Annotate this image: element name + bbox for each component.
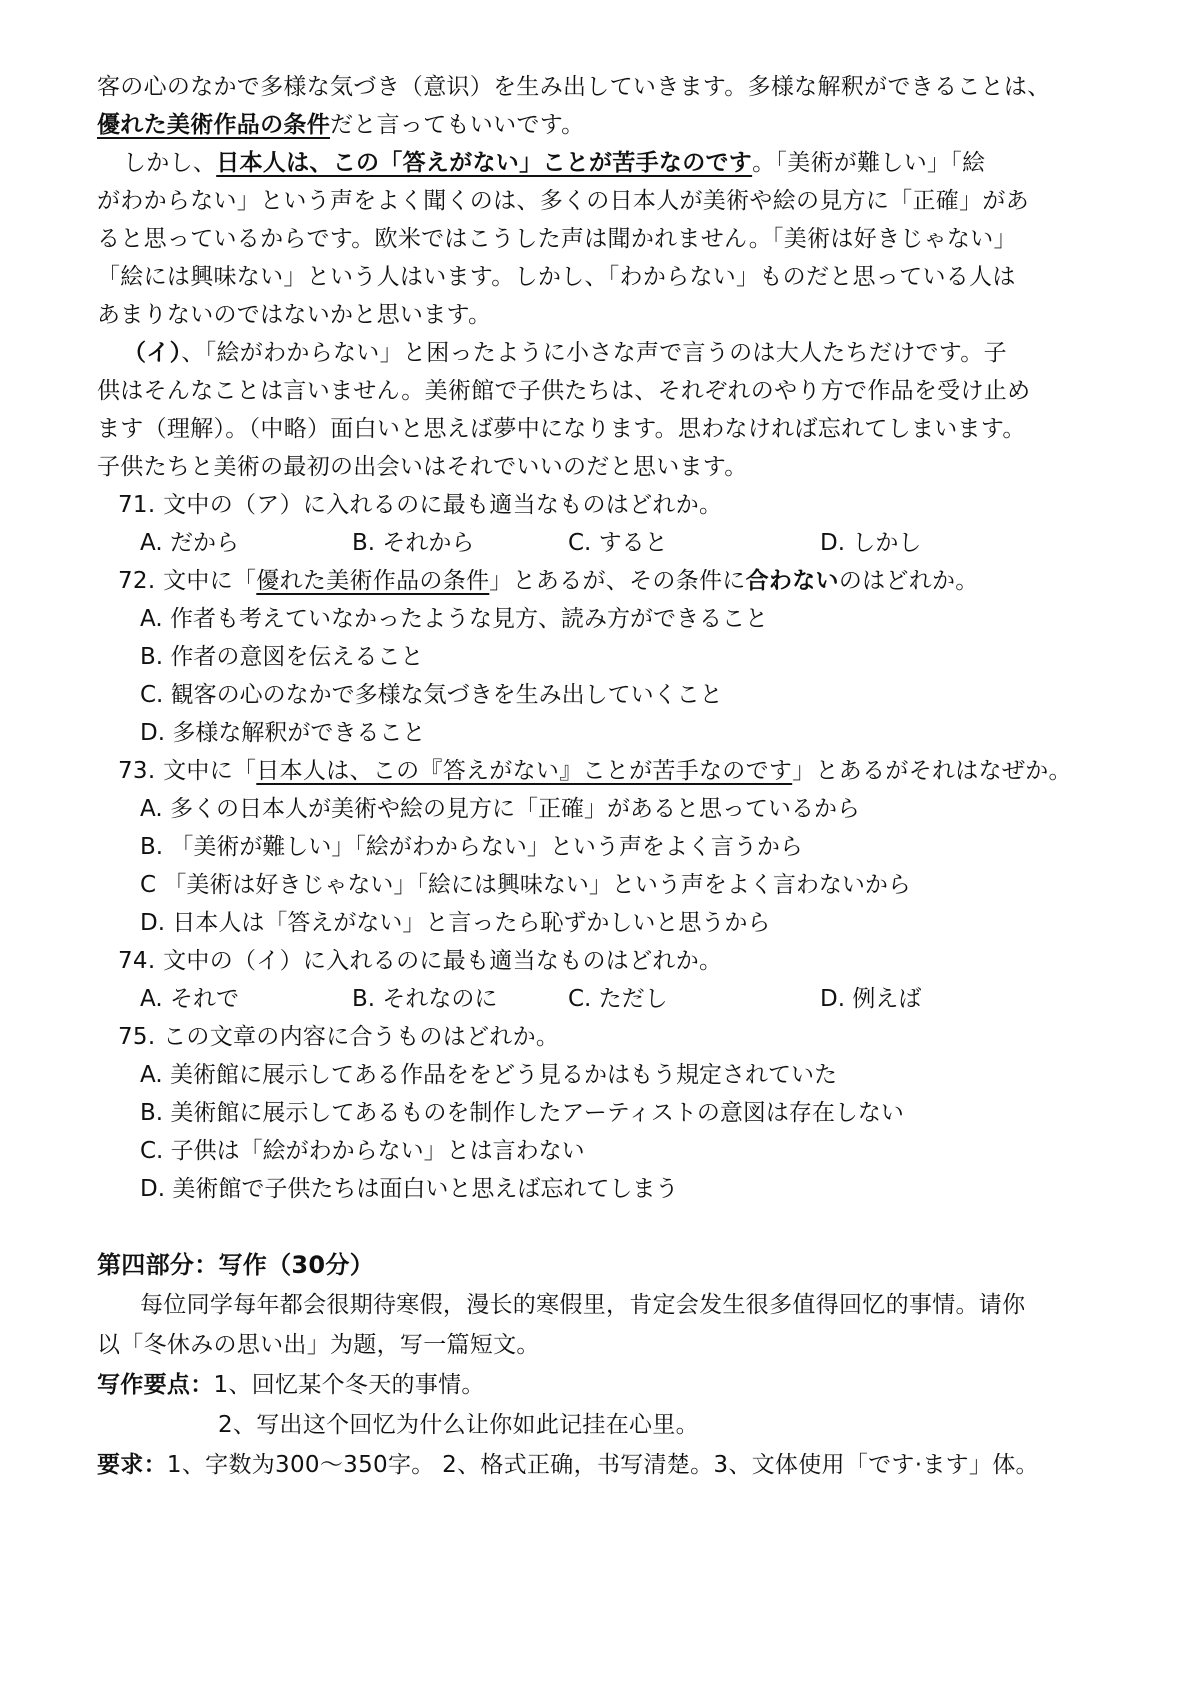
underlined-quote: 優れた美術作品の条件 (256, 568, 490, 594)
passage-line-8 (123, 338, 1007, 368)
passage-line-7: あまりないのではないかと思います。 (97, 302, 492, 328)
stem-text: 73. 文中に「 (118, 758, 257, 784)
q74-option-c[interactable]: C. ただし (568, 986, 668, 1012)
requirements-text: 1、字数为300～350字。 2、格式正确，书写清楚。3、文体使用「です·ます」体。 (166, 1452, 1039, 1478)
q73-option-b[interactable]: B. 「美術が難しい」「絵がわからない」という声をよく言うから (140, 834, 803, 860)
question-75-stem: 75. この文章の内容に合うものはどれか。 (118, 1024, 560, 1050)
blank-marker-i: （イ） (123, 340, 182, 366)
requirements-label: 要求： (97, 1452, 167, 1478)
q74-option-b[interactable]: B. それなのに (352, 986, 498, 1012)
stem-text: 」とあるがそれはなぜか。 (792, 758, 1072, 784)
passage-text: だと言ってもいいです。 (330, 112, 585, 138)
q71-option-b[interactable]: B. それから (352, 530, 475, 556)
stem-text: 」とあるが、その条件に (489, 568, 746, 594)
underlined-phrase-no-answer: 日本人は、この「答えがない」ことが苦手なのです (216, 150, 753, 176)
q73-option-d[interactable]: D. 日本人は「答えがない」と言ったら恥ずかしいと思うから (140, 910, 771, 936)
writing-intro-line-1: 每位同学每年都会很期待寒假，漫长的寒假里，肯定会发生很多值得回忆的事情。请你 (140, 1292, 1026, 1318)
point-1: 1、回忆某个冬天的事情。 (213, 1372, 485, 1398)
question-73-stem (118, 756, 1072, 786)
passage-line-2 (97, 110, 584, 140)
question-72-stem (118, 566, 979, 596)
q75-option-c[interactable]: C. 子供は「絵がわからない」とは言わない (140, 1138, 585, 1164)
passage-line-10: ます（理解）。（中略）面白いと思えば夢中になります。思わなければ忘れてしまいます。 (97, 416, 1026, 442)
question-74-stem: 74. 文中の（イ）に入れるのに最も適当なものはどれか。 (118, 948, 723, 974)
q75-option-b[interactable]: B. 美術館に展示してあるものを制作したアーティストの意図は存在しない (140, 1100, 904, 1126)
q74-option-d[interactable]: D. 例えば (820, 986, 922, 1012)
q71-option-c[interactable]: C. すると (568, 530, 668, 556)
passage-line-9: 供はそんなことは言いません。美術館で子供たちは、それぞれのやり方で作品を受け止め (97, 378, 1031, 404)
q74-option-a[interactable]: A. それで (140, 986, 239, 1012)
passage-text: しかし、 (123, 150, 217, 176)
passage-line-11: 子供たちと美術の最初の出会いはそれでいいのだと思います。 (97, 454, 748, 480)
q72-option-d[interactable]: D. 多様な解釈ができること (140, 720, 426, 746)
passage-line-5: ると思っているからです。欧米ではこうした声は聞かれません。「美術は好きじゃない」 (97, 226, 1017, 252)
q72-option-b[interactable]: B. 作者の意図を伝えること (140, 644, 424, 670)
q72-option-a[interactable]: A. 作者も考えていなかったような見方、読み方ができること (140, 606, 768, 632)
stem-text: のはどれか。 (838, 568, 979, 594)
writing-intro-line-2: 以「冬休みの思い出」为题，写一篇短文。 (97, 1332, 540, 1358)
passage-line-6: 「絵には興味ない」という人はいます。しかし、「わからない」ものだと思っている人は (97, 264, 1016, 290)
q75-option-a[interactable]: A. 美術館に展示してある作品ををどう見るかはもう規定されていた (140, 1062, 837, 1088)
question-71-stem: 71. 文中の（ア）に入れるのに最も適当なものはどれか。 (118, 492, 723, 518)
emphasis-text: 合わない (745, 568, 839, 594)
q75-option-d[interactable]: D. 美術館で子供たちは面白いと思えば忘れてしまう (140, 1176, 679, 1202)
passage-text: 、「絵がわからない」と困ったように小さな声で言うのは大人たちだけです。子 (181, 340, 1007, 366)
points-label: 写作要点： (97, 1372, 214, 1398)
q73-option-c[interactable]: C 「美術は好きじゃない」「絵には興味ない」という声をよく言わないから (140, 872, 911, 898)
q72-option-c[interactable]: C. 観客の心のなかで多様な気づきを生み出していくこと (140, 682, 723, 708)
section-heading-writing: 第四部分：写作（30分） (97, 1251, 374, 1279)
writing-points-line-1 (97, 1370, 485, 1400)
passage-line-1: 客の心のなかで多様な気づき（意识）を生み出していきます。多様な解釈ができることは、 (97, 74, 1051, 100)
passage-text: 。「美術が難しい」「絵 (752, 150, 986, 176)
writing-points-line-2: 2、写出这个回忆为什么让你如此记挂在心里。 (218, 1412, 699, 1438)
q73-option-a[interactable]: A. 多くの日本人が美術や絵の見方に「正確」があると思っているから (140, 796, 860, 822)
underlined-quote: 日本人は、この『答えがない』ことが苦手なのです (256, 758, 793, 784)
q71-option-a[interactable]: A. だから (140, 530, 239, 556)
stem-text: 72. 文中に「 (118, 568, 257, 594)
underlined-phrase-conditions: 優れた美術作品の条件 (97, 112, 330, 138)
writing-requirements (97, 1450, 1039, 1480)
q71-option-d[interactable]: D. しかし (820, 530, 922, 556)
passage-line-4: がわからない」という声をよく聞くのは、多くの日本人が美術や絵の見方に「正確」があ (97, 188, 1029, 214)
passage-line-3 (123, 148, 985, 178)
